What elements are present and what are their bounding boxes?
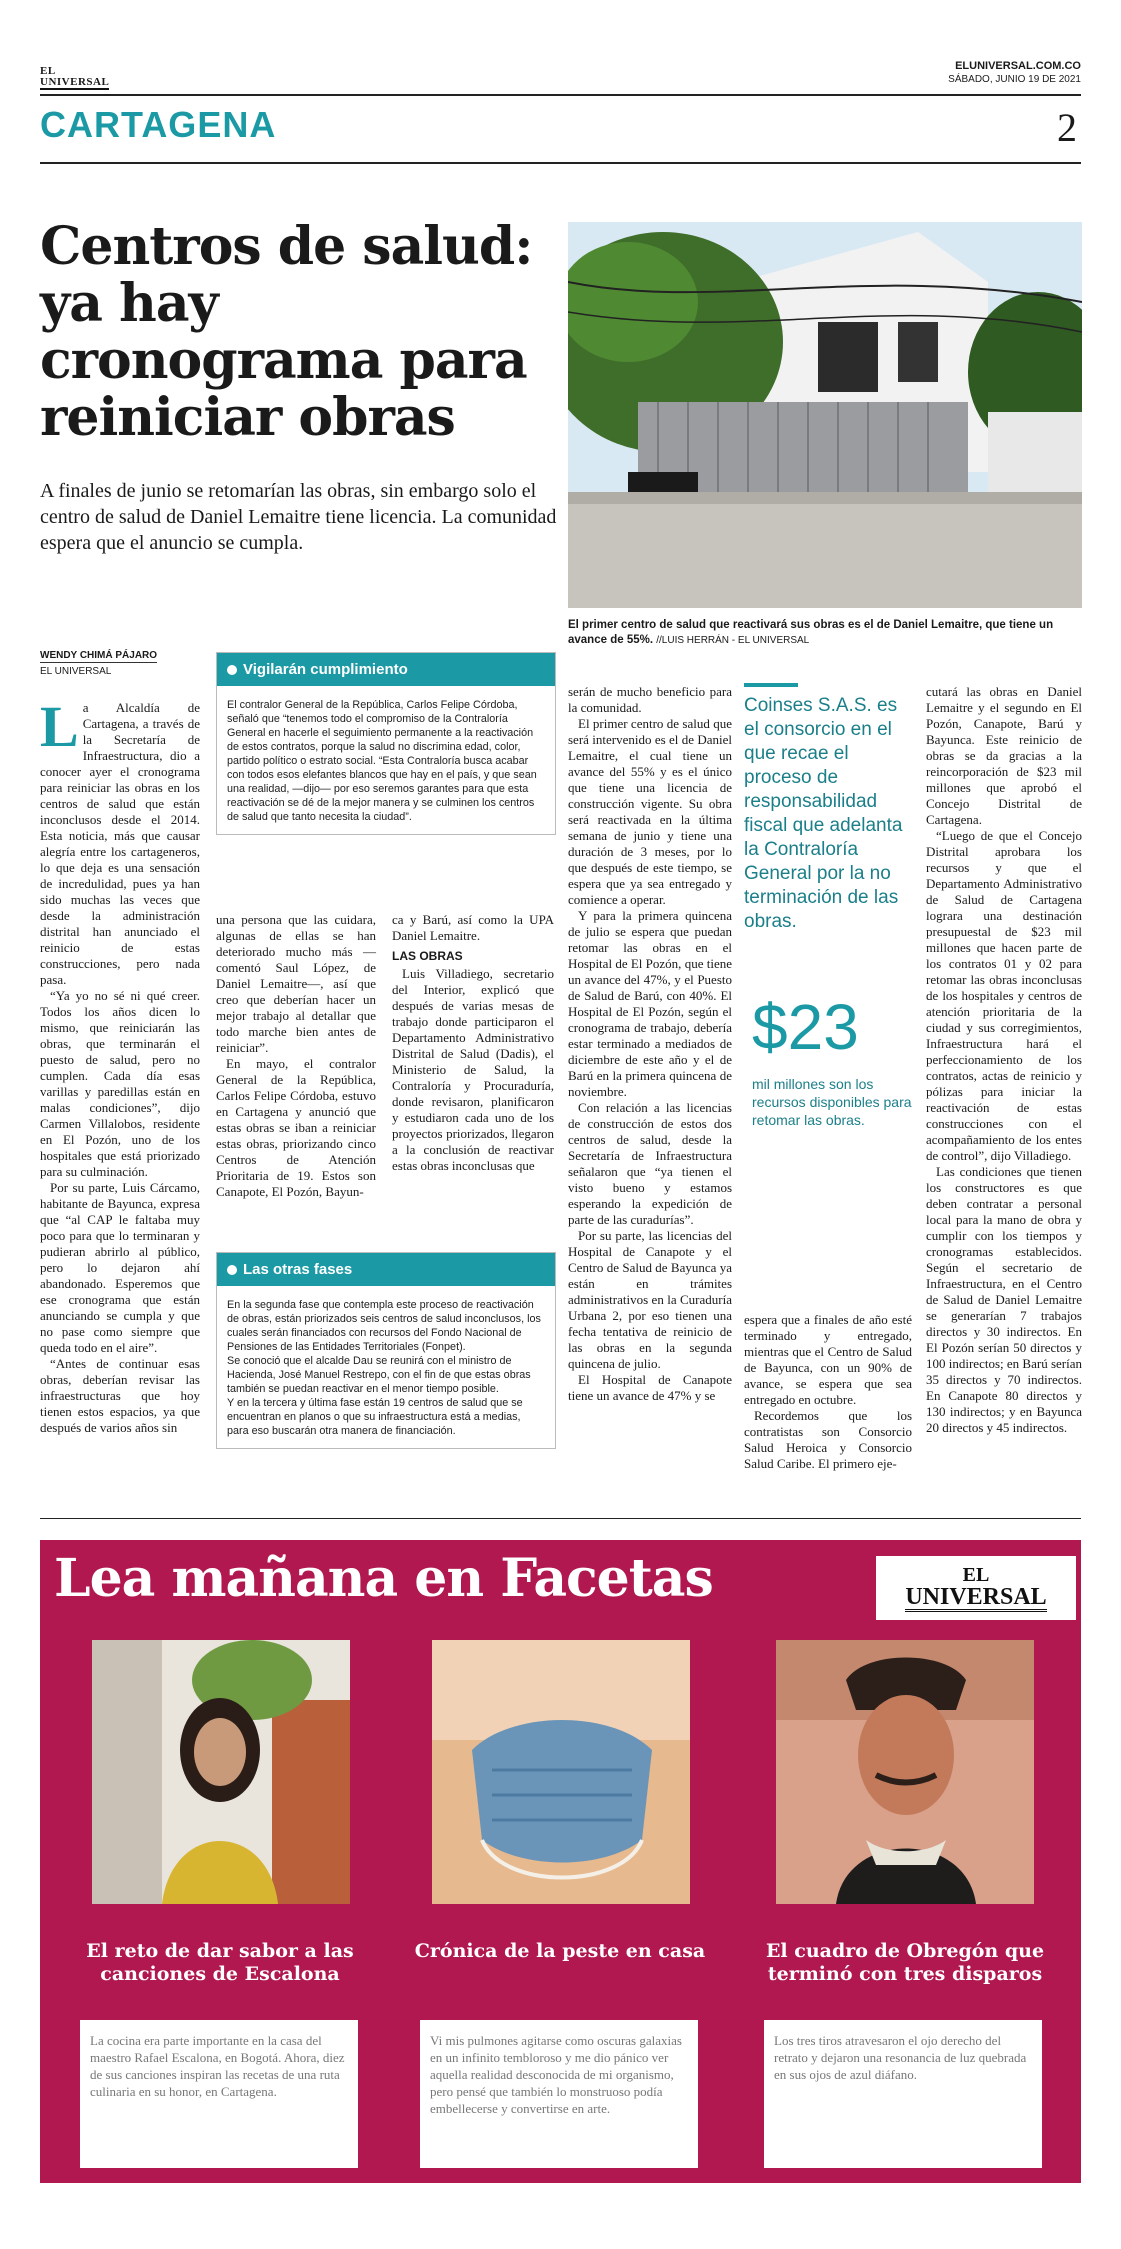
paragraph: Por su parte, las licencias del Hospital de Canapote y el Centro de Salud de Bayunca ya están en trámites administrativos en la Curaduría Urbana 2, por eso tienen una fecha tentativa de reinicio de las obras en la segunda quincena de julio. xyxy=(568,1228,732,1371)
box-text: Y en la tercera y última fase están 19 centros de salud que se encuentran en planos o que su infraestructura está a medias, para eso buscarán otra manera de financiación. xyxy=(227,1397,523,1437)
promo-image-peste[interactable] xyxy=(432,1640,690,1904)
promo-summary: La cocina era parte importante en la casa del maestro Rafael Escalona, en Bogotá. Ahora, diez de sus canciones inspiran las recetas de una ruta culinaria en su honor, en Cartagena. xyxy=(80,2020,358,2168)
byline-org: EL UNIVERSAL xyxy=(40,666,112,677)
photo-credit: //LUIS HERRÁN - EL UNIVERSAL xyxy=(656,635,810,646)
paragraph: El primer centro de salud que será intervenido es el de Daniel Lemaitre, el cual tiene un avance del 55% y es el único que tiene una licencia de construcción vigente. Su obra será reactivada en la última semana de junio y tiene una duración de 3 meses, por lo que después de este tiempo, se espera que ya sea entregado y comience a operar. xyxy=(568,716,732,907)
big-number-text: mil millones son los recursos disponibles para retomar las obras. xyxy=(752,1076,912,1128)
paragraph: “Ya yo no sé ni qué creer. Todos los años dicen lo mismo, que reiniciarán las obras, que terminarán el puesto de salud, pero no cumplen. Cada día esas varillas y paredillas están en malas condiciones”, dijo Carmen Villalobos, residente en El Pozón, uno de los hospitales que está priorizado para su culminación. xyxy=(40,988,200,1179)
paragraph: Las condiciones que tienen los constructores es que deben contratar a personal local para la mano de obra y cumplir con los tiempos y cronogramas establecidos. Según el secretario de Infraestructura, en el Centro de Salud de Daniel Lemaitre se generarían 7 trabajos directos y 30 indirectos. En El Pozón serían 50 directos y 100 indirectos; en Barú serían 35 directos y 70 indirectos. En Canapote 80 directos y 130 indirectos; y en Bayunca 20 directos y 45 indirectos. xyxy=(926,1164,1082,1435)
promo-headline[interactable]: El cuadro de Obregón que terminó con tres disparos xyxy=(765,1940,1045,1985)
section-title: CARTAGENA xyxy=(40,104,277,145)
dropcap: L xyxy=(40,694,79,759)
caption-text: El primer centro de salud que reactivará sus obras es el de Daniel Lemaitre, que tiene un avance de 55%. xyxy=(568,619,1054,646)
promo-headline[interactable]: Crónica de la peste en casa xyxy=(414,1940,706,1962)
bullet-icon xyxy=(227,1265,237,1275)
article-column-2 xyxy=(216,912,376,1200)
logo-bottom: UNIVERSAL xyxy=(40,76,110,88)
box-header xyxy=(217,1253,555,1286)
paragraph: El Hospital de Canapote tiene un avance de 47% y se xyxy=(568,1372,732,1403)
box-text: El contralor General de la República, Carlos Felipe Córdoba, señaló que “tenemos todo el compromiso de la Contraloría General en hacerle el seguimiento permanente a la reactivación de estos contratos, porque la salud no discrimina edad, color, partido político o estrato social. “Esta Contraloría busca acabar con todos esos elefantes blancos que hay en el país, y que sean una realidad, —dijo— por eso seremos garantes para que esta reactivación se dé de la mejor manera y se culminen los centros de salud que tanto necesita la ciudad”. xyxy=(227,699,537,823)
paragraph: En mayo, el contralor General de la República, Carlos Felipe Córdoba, estuvo en Cartagena y anunció que estas obras se iban a reiniciar estas obras, priorizando cinco Centros de Atención Prioritaria de 19. Estos son Canapote, El Pozón, Bayun- xyxy=(216,1056,376,1199)
photo-caption xyxy=(568,618,1082,648)
promo-rule xyxy=(40,1518,1081,1519)
quote-accent xyxy=(744,683,798,687)
issue-date: SÁBADO, JUNIO 19 DE 2021 xyxy=(948,74,1081,85)
deck: A finales de junio se retomarían las obras, sin embargo solo el centro de salud de Daniel Lemaitre tiene licencia. La comunidad espera que el anuncio se cumpla. xyxy=(40,480,557,554)
section-rule xyxy=(40,162,1081,164)
promo-title: Lea mañana en Facetas xyxy=(54,1548,713,1609)
paragraph: “Antes de continuar esas obras, deberían revisar las infraestructuras que hoy tienen estos espacios, ya que después de varios años sin xyxy=(40,1356,200,1435)
paragraph: una persona que las cuidara, algunas de ellas se han deteriorado mucho más —comentó Saul López, de Daniel Lemaitre—, así que creo que deberían hacer un mejor trabajo al detallar que todo marche bien antes de reiniciar”. xyxy=(216,912,376,1055)
article-column-6 xyxy=(926,684,1082,1436)
paragraph: cutará las obras en Daniel Lemaitre y el segundo en El Pozón, Canapote, Barú y Bayunca. Este reinicio de obras se da gracias a la reincorporación de $23 mil millones que aprobó el Concejo Distrital de Cartagena. xyxy=(926,684,1082,827)
box-header xyxy=(217,653,555,686)
paragraph: “Luego de que el Concejo Distrital aprobara los recursos y que el Departamento Administrativo de Salud de Cartagena lograra una destinación presupuestal de $23 mil millones que hacen parte de los contratos 01 y 02 para retomar las obras inconclusas de los hospitales y centros de atención prioritaria de la ciudad y sus corregimientos, Infraestructura hará el perfeccionamiento de los contratos, actas de reinicio y pólizas para iniciar la reactivación de estas construcciones con el acompañamiento de los entes de control”, dijo Villadiego. xyxy=(926,828,1082,1163)
pull-quote: Coinses S.A.S. es el consorcio en el que recae el proceso de responsabilidad fiscal que adelanta la Contraloría General por la no terminación de las obras. xyxy=(744,695,903,932)
article-photo xyxy=(568,222,1082,608)
byline[interactable]: WENDY CHIMÁ PÁJARO xyxy=(40,650,158,661)
big-number: $23 xyxy=(752,991,859,1063)
construction-site-illustration xyxy=(568,222,1082,608)
subhead: LAS OBRAS xyxy=(392,949,463,963)
paragraph: Luis Villadiego, secretario del Interior, explicó que después de varias mesas de trabajo donde participaron el Departamento Administrativo Distrital de Salud (Dadis), el Ministerio de Salud, la Contraloría y Procuraduría, donde revisaron, planificaron y estudiaron cada uno de los proyectos priorizados, llegaron a la conclusión de reactivar estas obras inconclusas que xyxy=(392,966,554,1173)
promo-headline[interactable]: El reto de dar sabor a las canciones de Escalona xyxy=(86,1940,354,1985)
box-title: Vigilarán cumplimiento xyxy=(243,661,408,678)
promo-summary: Los tres tiros atravesaron el ojo derecho del retrato y dejaron una resonancia de luz quebrada en sus ojos de azul diáfano. xyxy=(764,2020,1042,2168)
box-title: Las otras fases xyxy=(243,1261,353,1278)
article-column-4 xyxy=(568,684,732,1404)
article-column-5 xyxy=(744,1312,912,1472)
bullet-icon xyxy=(227,665,237,675)
promo-image-obregon[interactable] xyxy=(776,1640,1034,1904)
promo-logo-top: EL xyxy=(962,1563,990,1586)
masthead-logo[interactable] xyxy=(40,66,109,90)
header-rule xyxy=(40,94,1081,96)
portrait-painting-illustration xyxy=(776,1640,1034,1904)
paragraph: a Alcaldía de Cartagena, a través de la Secretaría de Infraestructura, dio a conocer ayer el cronograma para reiniciar las obras en los centros de salud que están inconclusos desde el 2014. Esta noticia, más que causar alegría entre los cartageneros, lo que deja es una sensación de incredulidad, pues ya han sido muchas las veces que desde la administración distrital han anunciado el reinicio de estas construcciones, pero nada pasa. xyxy=(40,700,200,987)
article-column-3 xyxy=(392,912,554,1174)
promo-image-escalona[interactable] xyxy=(92,1640,350,1904)
site-info xyxy=(948,60,1081,86)
paragraph: ca y Barú, así como la UPA Daniel Lemaitre. xyxy=(392,912,554,943)
face-mask-illustration xyxy=(432,1640,690,1904)
promo-logo-bottom: UNIVERSAL xyxy=(905,1583,1047,1610)
paragraph: Y para la primera quincena de julio se espera que puedan retomar las obras en el Hospital de El Pozón, que tiene un avance del 47%, y el Puesto de Salud de Barú, con 40%. El Hospital de El Pozón, según el cronograma de trabajo, debería estar terminado a mediados de diciembre de este año y el de Barú en la primera quincena de noviembre. xyxy=(568,908,732,1099)
logo-top: EL xyxy=(40,65,56,77)
box-text: Se conoció que el alcalde Dau se reunirá con el ministro de Hacienda, José Manuel Restrepo, con el fin de que estas obras también se puedan reactivar en el menor tiempo posible. xyxy=(227,1355,531,1395)
paragraph: Con relación a las licencias de construcción de estos dos centros de salud, desde la Secretaría de Infraestructura señalaron que “ya tienen el visto bueno y estamos esperando la expedición de parte de las curadurías”. xyxy=(568,1100,732,1227)
article-column-1 xyxy=(40,694,200,1436)
paragraph: Por su parte, Luis Cárcamo, habitante de Bayunca, expresa que “al CAP le faltaba muy poco para que lo terminaran y pudieran abrirlo al público, pero lo dejaron ahí abandonado. Esperemos que ese cronograma que están anunciando se cumpla y que no pase como siempre que queda todo en el aire”. xyxy=(40,1180,200,1355)
page-number: 2 xyxy=(1057,105,1077,150)
headline: Centros de salud: ya hay cronograma para reiniciar obras xyxy=(40,216,533,448)
paragraph: Recordemos que los contratistas son Consorcio Salud Heroica y Consorcio Salud Caribe. El primero eje- xyxy=(744,1408,912,1471)
sidebar-box-vigilaran xyxy=(216,652,556,835)
box-text: En la segunda fase que contempla este proceso de reactivación de obras, están priorizados seis centros de salud inconclusos, los cuales serán financiados con recursos del Fondo Nacional de Pensiones de las Entidades Territoriales (Fonpet). xyxy=(227,1299,541,1353)
promo-summary: Vi mis pulmones agitarse como oscuras galaxias en un infinito tembloroso y me dio pánico ver aquella realidad desconocida de mi organismo, pero pensé que también lo monstruoso podía embellecerse y convertirse en arte. xyxy=(420,2020,698,2168)
site-url[interactable]: ELUNIVERSAL.COM.CO xyxy=(955,60,1081,72)
sidebar-box-fases xyxy=(216,1252,556,1449)
paragraph: espera que a finales de año esté terminado y entregado, mientras que el Centro de Salud de Bayunca, con un 90% de avance, se espera que sea entregado en octubre. xyxy=(744,1312,912,1407)
woman-portrait-illustration xyxy=(92,1640,350,1904)
paragraph: serán de mucho beneficio para la comunidad. xyxy=(568,684,732,715)
promo-logo[interactable] xyxy=(876,1556,1076,1620)
